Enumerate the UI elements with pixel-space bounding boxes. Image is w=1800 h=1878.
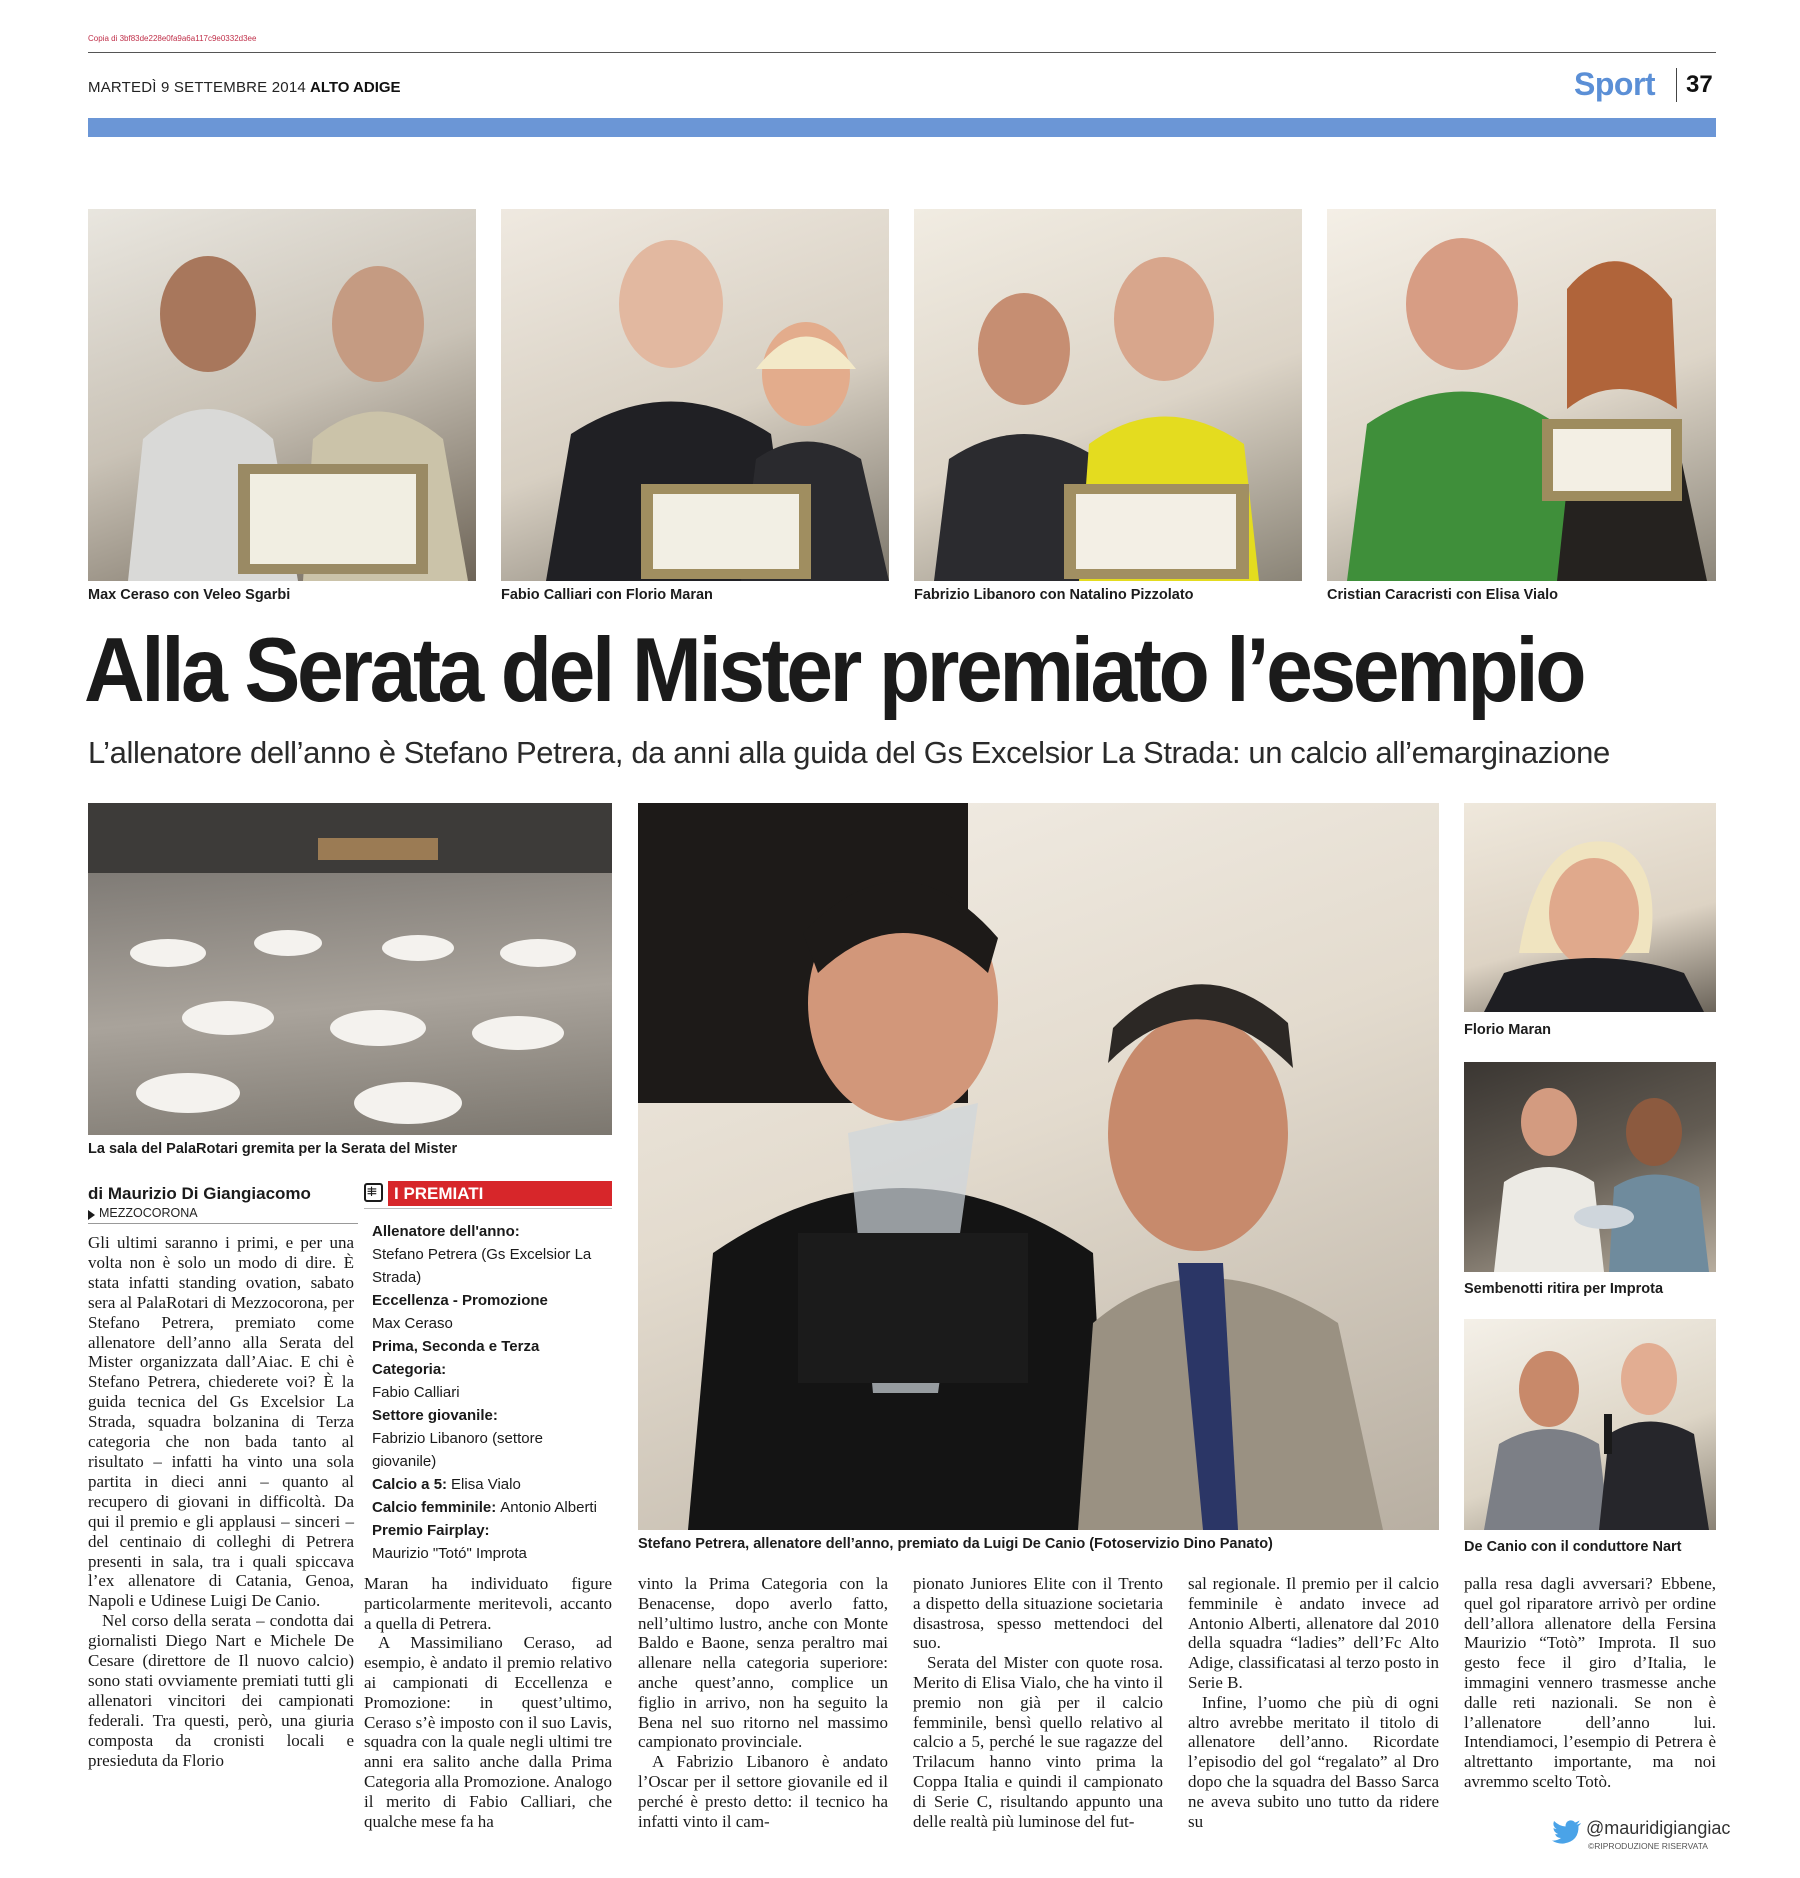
premiati-value: Fabrizio Libanoro (settore giovanile) (372, 1430, 543, 1470)
premiati-box-icon (364, 1183, 383, 1202)
photo-libanoro-pizzolato (914, 209, 1302, 581)
header-date: MARTEDÌ 9 SETTEMBRE 2014 (88, 79, 306, 96)
article-column-1 (88, 1233, 354, 1770)
article-paragraph: A Massimiliano Ceraso, ad esempio, è andato il premio relativo ai campionati di Eccellenza e Promozione: in quest’ultimo, Ceraso s’è imposto con il suo Lavis, squadra con la quale negli ultimi tre anni era salito anche dalla Prima Categoria alla Promozione. Analogo il merito di Fabio Calliari, che qualche mese fa ha (364, 1633, 612, 1831)
photo-ceraso-sgarbi (88, 209, 476, 581)
premiati-value: Elisa Vialo (451, 1476, 521, 1493)
premiati-label: Settore giovanile: (372, 1407, 498, 1424)
twitter-handle[interactable]: @mauridigiangiac (1586, 1818, 1731, 1838)
article-column-4 (913, 1574, 1163, 1831)
caption-top-3: Fabrizio Libanoro con Natalino Pizzolato (914, 587, 1194, 603)
photo-palarotari-hall (88, 803, 612, 1135)
caption-top-1: Max Ceraso con Veleo Sgarbi (88, 587, 291, 603)
article-column-5 (1188, 1574, 1439, 1831)
premiati-label: Prima, Seconda e Terza Categoria: (372, 1338, 540, 1378)
page-number: 37 (1686, 71, 1713, 98)
byline-triangle-icon (88, 1210, 95, 1220)
caption-hall: La sala del PalaRotari gremita per la Serata del Mister (88, 1141, 458, 1157)
article-column-3 (638, 1574, 888, 1831)
premiati-label: Allenatore dell'anno: (372, 1223, 520, 1240)
header-top-rule (88, 52, 1716, 53)
article-paragraph: Gli ultimi saranno i primi, e per una volta non è solo un modo di dire. È stata infatti standing ovation, sabato sera al PalaRotari di Mezzocorona, per Stefano Petrera, premiato come allenatore dell’anno alla Serata del Mister organizzata dall’Aiac. E chi è Stefano Petrera, chiederete voi? È la guida tecnica del Gs Excelsior La Strada, squadra bolzanina di Terza categoria che non bada tanto al risultato – infatti ha vinto una sola partita in dieci anni – quanto al recupero di giovani in difficoltà. Da qui il premio e gli applausi – sinceri – del centinaio di colleghi di Petrera presenti in sala, tra i quali spiccava l’ex allenatore di Catania, Genoa, Napoli e Udinese Luigi De Canio. (88, 1233, 354, 1611)
byline-rule (88, 1223, 358, 1224)
photo-decanio-nart (1464, 1319, 1716, 1530)
article-column-2 (364, 1574, 612, 1831)
photo-petrera-decanio (638, 803, 1439, 1530)
subheadline: L’allenatore dell’anno è Stefano Petrera, da anni alla guida del Gs Excelsior La Strada: un calcio all’emarginazione (88, 735, 1610, 770)
premiati-label: Premio Fairplay: (372, 1522, 490, 1539)
photo-caracristi-vialo (1327, 209, 1716, 581)
article-paragraph: Nel corso della serata – condotta dai giornalisti Diego Nart e Michele De Cesare (direttore de Il nuovo calcio) sono stati ovviamente premiati tutti gli allenatori vincitori dei campionati federali. Tra questi, però, una giuria composta da cronisti locali e presieduta da Florio (88, 1611, 354, 1770)
premiati-label: Eccellenza - Promozione (372, 1292, 548, 1309)
rights-note: ©RIPRODUZIONE RISERVATA (1588, 1841, 1708, 1851)
premiati-label: Calcio a 5: (372, 1476, 448, 1493)
article-column-6 (1464, 1574, 1716, 1792)
caption-decanio-nart: De Canio con il conduttore Nart (1464, 1539, 1682, 1555)
article-paragraph: Infine, l’uomo che più di ogni altro avrebbe meritato il titolo di allenatore dell’anno. Ricordate l’episodio del gol “regalato” al Dro dopo che la squadra del Basso Sarca ne aveva subito uno tutto da ridere su (1188, 1692, 1439, 1831)
caption-sembenotti: Sembenotti ritira per Improta (1464, 1281, 1664, 1297)
premiati-list (372, 1220, 610, 1565)
photo-sembenotti (1464, 1062, 1716, 1272)
headline: Alla Serata del Mister premiato l’esempio (84, 619, 1584, 721)
article-paragraph: pionato Juniores Elite con il Trento a dispetto della situazione societaria disastrosa, spesso mettendoci del suo. (913, 1574, 1163, 1653)
premiati-label: Calcio femminile: (372, 1499, 497, 1516)
article-paragraph: A Fabrizio Libanoro è andato l’Oscar per il settore giovanile ed il perché è presto detto: il tecnico ha infatti vinto il cam- (638, 1752, 888, 1831)
header-divider (1676, 68, 1677, 102)
photo-calliari-maran (501, 209, 889, 581)
article-paragraph: Maran ha individuato figure particolarmente meritevoli, accanto a quella di Petrera. (364, 1574, 612, 1633)
caption-top-4: Cristian Caracristi con Elisa Vialo (1327, 587, 1559, 603)
byline-place: MEZZOCORONA (99, 1206, 198, 1220)
caption-top-2: Fabio Calliari con Florio Maran (501, 587, 713, 603)
caption-main: Stefano Petrera, allenatore dell’anno, premiato da Luigi De Canio (Fotoservizio Dino Panato) (638, 1536, 1273, 1552)
article-paragraph: sal regionale. Il premio per il calcio femminile è andato invece ad Antonio Alberti, allenatore dal 2010 della squadra “ladies” dell’Fc Alto Adige, classificatasi al terzo posto in Serie B. (1188, 1574, 1439, 1692)
section-name: Sport (1574, 66, 1656, 102)
premiati-value: Stefano Petrera (Gs Excelsior La Strada) (372, 1246, 592, 1286)
header-paper: ALTO ADIGE (310, 79, 401, 96)
article-paragraph: palla resa dagli avversari? Ebbene, quel gol riparatore arrivò per ordine dell’allora allenatore della Fersina Maurizio “Totò” Improta. Il suo gesto fece il giro d’Italia, le immagini vennero trasmesse anche dalle reti nazionali. Se non è l’allenatore dell’anno lui. Intendiamoci, l’esempio di Petrera è altrettanto importante, ma noi avremmo scelto Totò. (1464, 1574, 1716, 1791)
premiati-box-rule (364, 1208, 612, 1209)
premiati-value: Fabio Calliari (372, 1384, 460, 1401)
premiati-value: Maurizio "Totó" Improta (372, 1545, 527, 1562)
caption-florio-maran: Florio Maran (1464, 1022, 1552, 1038)
premiati-box (364, 1181, 612, 1562)
article-paragraph: vinto la Prima Categoria con la Benacense, dopo averlo fatto, nell’ultimo lustro, anche con Monte Baldo e Baone, senza peraltro mai allenare nella categoria superiore: anche quest’anno, complice un figlio in arrivo, non ha seguito la Bena nel suo ritorno nel massimo campionato provinciale. (638, 1574, 888, 1752)
premiati-value: Max Ceraso (372, 1315, 453, 1332)
byline-author: di Maurizio Di Giangiacomo (88, 1184, 311, 1203)
premiati-value: Antonio Alberti (500, 1499, 597, 1516)
premiati-box-title: I PREMIATI (388, 1181, 612, 1206)
copy-note: Copia di 3bf83de228e0fa9a6a117c9e0332d3ee (88, 34, 257, 43)
twitter-bird-icon (1552, 1820, 1582, 1844)
article-paragraph: Serata del Mister con quote rosa. Merito di Elisa Vialo, che ha vinto il premio non già per il calcio femminile, bensì quello relativo al calcio a 5, perché le sue ragazze del Trilacum hanno vinto prima la Coppa Italia e quindi il campionato di Serie C, risultando appunto una delle realtà più luminose del fut- (913, 1653, 1163, 1831)
section-band (88, 118, 1716, 137)
photo-florio-maran (1464, 803, 1716, 1012)
